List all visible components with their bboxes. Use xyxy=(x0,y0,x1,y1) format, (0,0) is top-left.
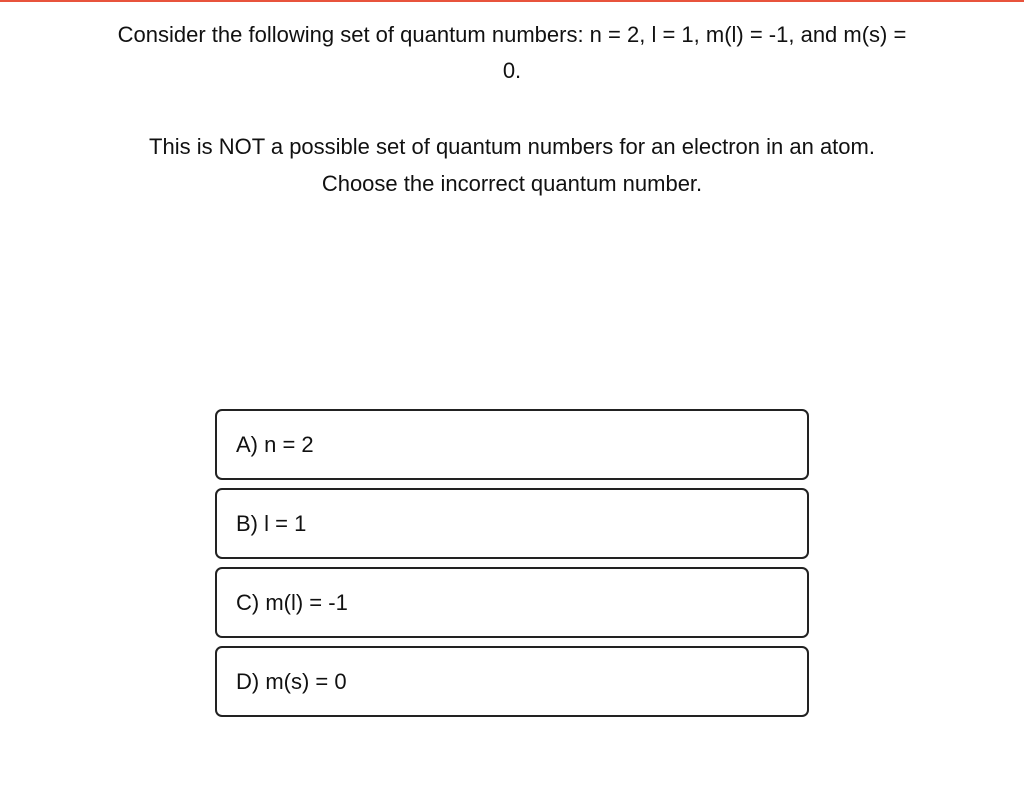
option-b-button[interactable] xyxy=(215,488,809,559)
option-d-label: D) m(s) = 0 xyxy=(236,668,347,694)
top-accent-bar xyxy=(0,0,1024,2)
instruction-text xyxy=(14,128,1010,202)
option-d-button[interactable] xyxy=(215,646,809,717)
option-c-label: C) m(l) = -1 xyxy=(236,589,348,615)
question-line-2: 0. xyxy=(502,58,522,83)
option-a-button[interactable] xyxy=(215,409,809,480)
answer-options xyxy=(215,409,809,725)
option-a-label: A) n = 2 xyxy=(236,431,314,457)
instruction-line-1: This is NOT a possible set of quantum numbers for an electron in an atom. xyxy=(149,134,875,159)
question-text xyxy=(14,17,1010,89)
option-b-label: B) l = 1 xyxy=(236,510,307,536)
option-c-button[interactable] xyxy=(215,567,809,638)
instruction-line-2: Choose the incorrect quantum number. xyxy=(321,171,703,196)
question-line-1: Consider the following set of quantum numbers: n = 2, l = 1, m(l) = -1, and m(s) = xyxy=(117,22,907,47)
